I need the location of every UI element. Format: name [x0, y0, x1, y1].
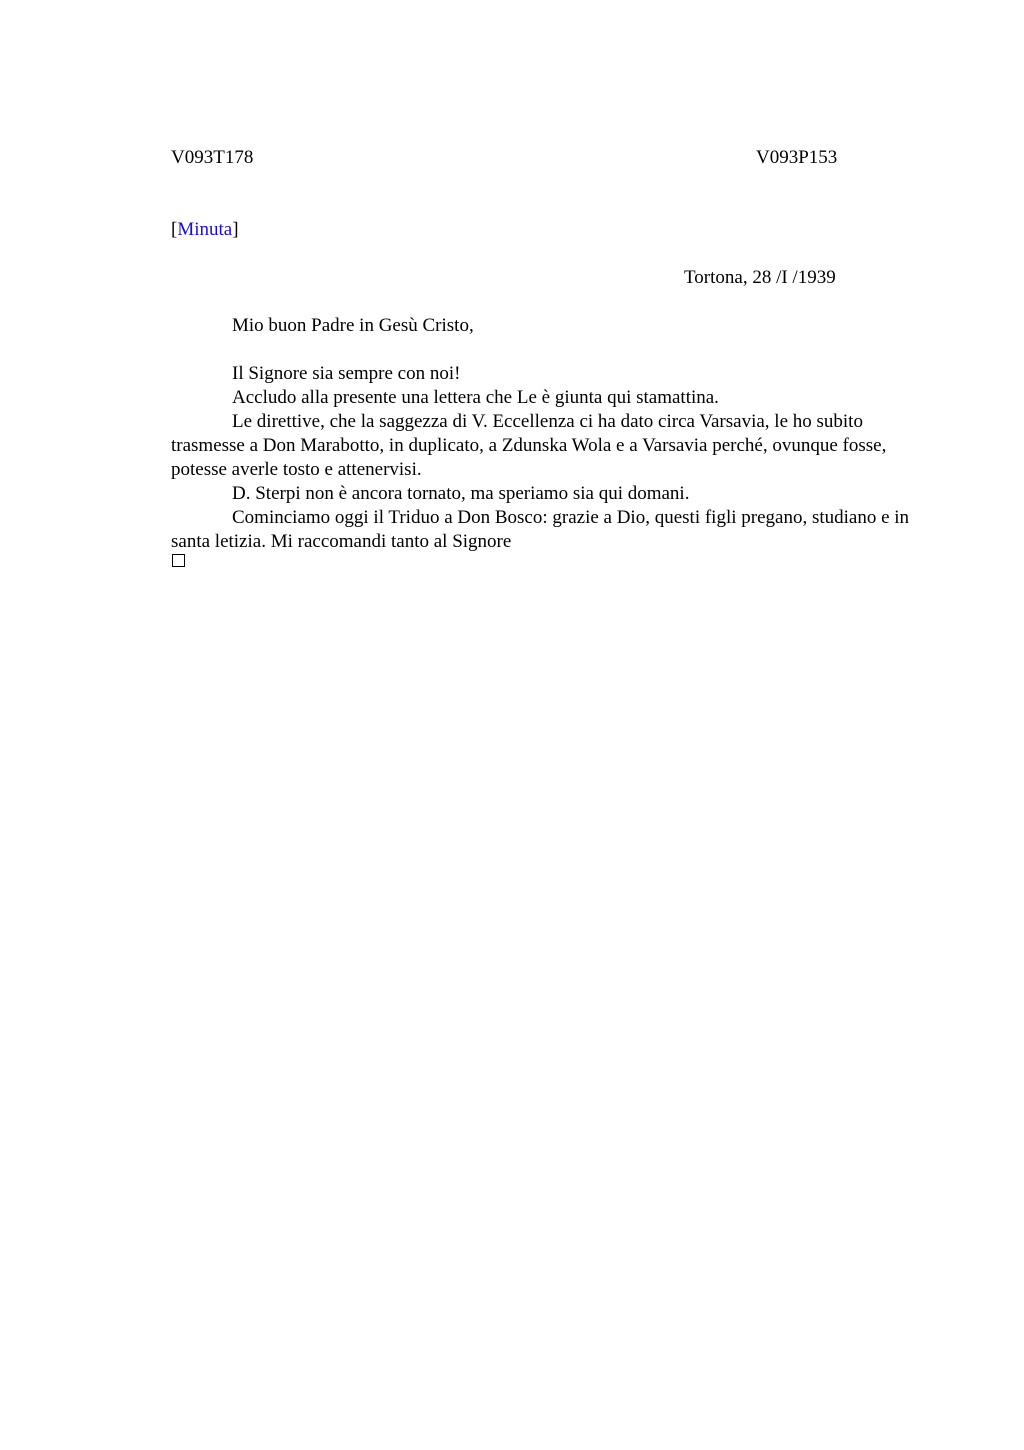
letter-paragraph: Le direttive, che la saggezza di V. Eccellenza ci ha dato circa Varsavia, le ho subito trasmesse a Don Marabotto, in duplicato, a Zdunska Wola e a Varsavia perché, ovunque fosse, potesse averle tosto e attenervisi.	[171, 411, 887, 480]
letter-salutation: Mio buon Padre in Gesù Cristo,	[232, 315, 474, 336]
letter-date: Tortona, 28 /I /1939	[684, 267, 836, 288]
bracket-close: ]	[232, 219, 239, 240]
letter-paragraph: Accludo alla presente una lettera che Le è giunta qui stamattina.	[232, 387, 719, 408]
letter-paragraph: Il Signore sia sempre con noi!	[232, 363, 461, 384]
minuta-link[interactable]: Minuta	[177, 219, 233, 240]
bracket-open: [	[171, 219, 178, 240]
minuta-note	[171, 218, 239, 242]
document-code-right: V093P153	[756, 147, 838, 168]
document-code-left: V093T178	[171, 147, 254, 168]
letter-body	[171, 362, 931, 554]
empty-square-icon	[172, 554, 185, 567]
letter-paragraph: Cominciamo oggi il Triduo a Don Bosco: grazie a Dio, questi figli pregano, studiano e in santa letizia. Mi raccomandi tanto al Signore	[171, 507, 910, 552]
letter-paragraph: D. Sterpi non è ancora tornato, ma speriamo sia qui domani.	[232, 483, 690, 504]
